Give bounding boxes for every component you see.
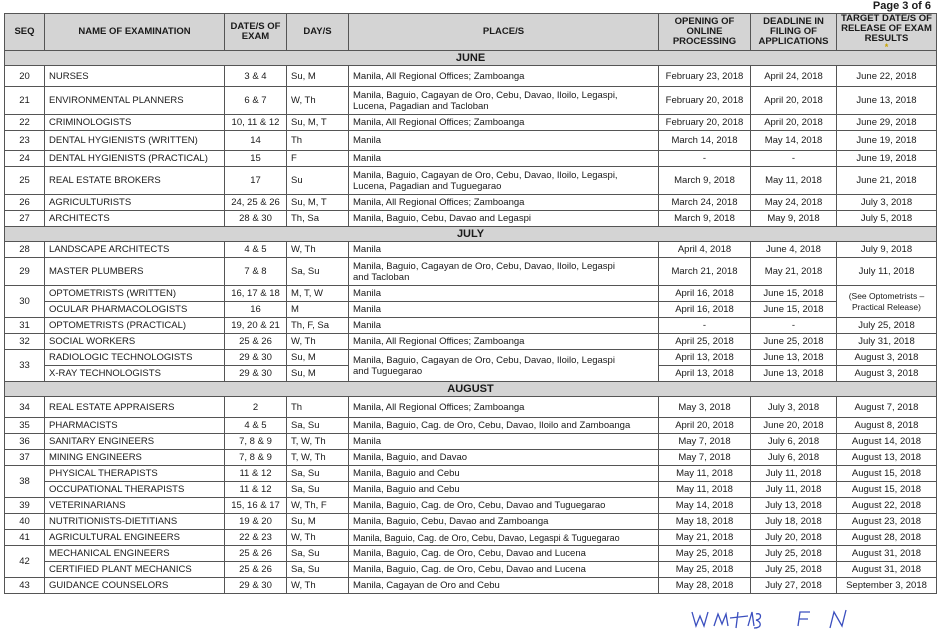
exam-name-cell: DENTAL HYGIENISTS (WRITTEN)	[45, 131, 225, 151]
deadline-cell: July 27, 2018	[751, 578, 837, 594]
table-row	[5, 151, 937, 167]
target-release-cell: July 3, 2018	[837, 195, 937, 211]
places-cell: Manila	[349, 242, 659, 258]
seq-cell: 38	[5, 466, 45, 498]
target-release-cell: August 15, 2018	[837, 466, 937, 482]
table-row	[5, 334, 937, 350]
exam-dates-cell: 4 & 5	[225, 418, 287, 434]
places-line: Manila, Baguio, Cagayan de Oro, Cebu, Davao, Iloilo, Legaspi	[353, 260, 615, 272]
deadline-cell: April 20, 2018	[751, 115, 837, 131]
deadline-cell: July 11, 2018	[751, 466, 837, 482]
places-cell	[349, 350, 659, 382]
exam-dates-cell: 22 & 23	[225, 530, 287, 546]
deadline-cell: April 20, 2018	[751, 87, 837, 115]
exam-dates-cell: 7, 8 & 9	[225, 450, 287, 466]
opening-date-cell: March 21, 2018	[659, 258, 751, 286]
table-row	[5, 498, 937, 514]
exam-days-cell: Sa, Su	[287, 466, 349, 482]
seq-cell: 36	[5, 434, 45, 450]
exam-days-cell: Sa, Su	[287, 482, 349, 498]
exam-name-cell: CERTIFIED PLANT MECHANICS	[45, 562, 225, 578]
target-release-cell: August 22, 2018	[837, 498, 937, 514]
exam-name-cell: DENTAL HYGIENISTS (PRACTICAL)	[45, 151, 225, 167]
places-cell: Manila, Baguio, Cag. de Oro, Cebu, Davao, Legaspi & Tuguegarao	[349, 530, 659, 546]
month-row-august	[5, 382, 937, 397]
places-cell: Manila, Cagayan de Oro and Cebu	[349, 578, 659, 594]
opening-date-cell: May 11, 2018	[659, 482, 751, 498]
target-release-cell: August 3, 2018	[837, 366, 937, 382]
target-release-cell: June 19, 2018	[837, 151, 937, 167]
table-row	[5, 466, 937, 482]
exam-dates-cell: 25 & 26	[225, 546, 287, 562]
seq-cell: 34	[5, 397, 45, 418]
places-cell: Manila, Baguio, Cag. de Oro, Cebu, Davao, Iloilo and Zamboanga	[349, 418, 659, 434]
header-target: TARGET DATE/S OF RELEASE OF EXAM RESULTS *	[837, 14, 937, 51]
places-cell	[349, 258, 659, 286]
exam-days-cell: T, W, Th	[287, 434, 349, 450]
opening-date-cell: March 14, 2018	[659, 131, 751, 151]
exam-name-cell: NUTRITIONISTS-DIETITIANS	[45, 514, 225, 530]
exam-name-cell: NURSES	[45, 66, 225, 87]
deadline-cell: June 13, 2018	[751, 350, 837, 366]
table-row	[5, 530, 937, 546]
table-row	[5, 195, 937, 211]
deadline-cell: July 20, 2018	[751, 530, 837, 546]
exam-days-cell: Su, M	[287, 66, 349, 87]
exam-dates-cell: 19, 20 & 21	[225, 318, 287, 334]
table-row	[5, 514, 937, 530]
opening-date-cell: -	[659, 151, 751, 167]
exam-name-cell: RADIOLOGIC TECHNOLOGISTS	[45, 350, 225, 366]
places-cell: Manila, Baguio, Cag. de Oro, Cebu, Davao and Lucena	[349, 546, 659, 562]
seq-cell: 42	[5, 546, 45, 578]
opening-date-cell: May 7, 2018	[659, 434, 751, 450]
opening-date-cell: April 13, 2018	[659, 366, 751, 382]
table-row	[5, 258, 937, 286]
deadline-cell: June 25, 2018	[751, 334, 837, 350]
exam-dates-cell: 11 & 12	[225, 482, 287, 498]
exam-name-cell: AGRICULTURISTS	[45, 195, 225, 211]
exam-dates-cell: 10, 11 & 12	[225, 115, 287, 131]
seq-cell: 28	[5, 242, 45, 258]
exam-name-cell: AGRICULTURAL ENGINEERS	[45, 530, 225, 546]
table-row	[5, 286, 937, 302]
exam-name-cell: SANITARY ENGINEERS	[45, 434, 225, 450]
target-release-cell: August 13, 2018	[837, 450, 937, 466]
target-release-cell: July 11, 2018	[837, 258, 937, 286]
places-line: Manila, Baguio, Cagayan de Oro, Cebu, Davao, Iloilo, Legaspi,	[353, 89, 618, 101]
handwritten-initials-signature	[690, 608, 870, 630]
table-row	[5, 450, 937, 466]
opening-date-cell: March 9, 2018	[659, 211, 751, 227]
opening-date-cell: May 3, 2018	[659, 397, 751, 418]
seq-cell: 31	[5, 318, 45, 334]
places-cell: Manila, All Regional Offices; Zamboanga	[349, 195, 659, 211]
opening-date-cell: April 16, 2018	[659, 286, 751, 302]
table-row	[5, 302, 937, 318]
places-line: Lucena, Pagadian and Tuguegarao	[353, 180, 502, 192]
header-deadline: DEADLINE IN FILING OF APPLICATIONS	[751, 14, 837, 51]
header-name: NAME OF EXAMINATION	[45, 14, 225, 51]
opening-date-cell: February 20, 2018	[659, 115, 751, 131]
exam-name-cell: MECHANICAL ENGINEERS	[45, 546, 225, 562]
opening-date-cell: March 9, 2018	[659, 167, 751, 195]
exam-dates-cell: 29 & 30	[225, 578, 287, 594]
exam-days-cell: F	[287, 151, 349, 167]
exam-days-cell: M, T, W	[287, 286, 349, 302]
exam-dates-cell: 24, 25 & 26	[225, 195, 287, 211]
exam-days-cell: Su, M, T	[287, 115, 349, 131]
exam-days-cell: W, Th	[287, 242, 349, 258]
deadline-cell: June 4, 2018	[751, 242, 837, 258]
exam-name-cell: MINING ENGINEERS	[45, 450, 225, 466]
exam-days-cell: Sa, Su	[287, 258, 349, 286]
exam-days-cell: Su, M	[287, 350, 349, 366]
exam-dates-cell: 7, 8 & 9	[225, 434, 287, 450]
exam-dates-cell: 29 & 30	[225, 366, 287, 382]
exam-dates-cell: 11 & 12	[225, 466, 287, 482]
deadline-cell: June 20, 2018	[751, 418, 837, 434]
header-row	[5, 14, 937, 51]
exam-days-cell: W, Th, F	[287, 498, 349, 514]
target-line: (See Optometrists –	[848, 290, 925, 301]
exam-days-cell: Sa, Su	[287, 562, 349, 578]
exam-name-cell: VETERINARIANS	[45, 498, 225, 514]
table-row	[5, 482, 937, 498]
places-cell: Manila	[349, 151, 659, 167]
deadline-cell: June 13, 2018	[751, 366, 837, 382]
deadline-cell: July 25, 2018	[751, 546, 837, 562]
table-row	[5, 66, 937, 87]
exam-dates-cell: 2	[225, 397, 287, 418]
target-release-cell: June 22, 2018	[837, 66, 937, 87]
seq-cell: 21	[5, 87, 45, 115]
target-release-cell: July 5, 2018	[837, 211, 937, 227]
header-seq: SEQ	[5, 14, 45, 51]
exam-name-cell: OCULAR PHARMACOLOGISTS	[45, 302, 225, 318]
seq-cell: 41	[5, 530, 45, 546]
exam-name-cell: PHARMACISTS	[45, 418, 225, 434]
exam-dates-cell: 17	[225, 167, 287, 195]
places-cell: Manila, All Regional Offices; Zamboanga	[349, 397, 659, 418]
opening-date-cell: April 20, 2018	[659, 418, 751, 434]
exam-days-cell: Sa, Su	[287, 546, 349, 562]
exam-name-cell: LANDSCAPE ARCHITECTS	[45, 242, 225, 258]
exam-days-cell: W, Th	[287, 87, 349, 115]
target-release-cell: August 31, 2018	[837, 562, 937, 578]
opening-date-cell: May 25, 2018	[659, 546, 751, 562]
places-cell: Manila, All Regional Offices; Zamboanga	[349, 334, 659, 350]
deadline-cell: May 9, 2018	[751, 211, 837, 227]
table-row	[5, 115, 937, 131]
seq-cell: 35	[5, 418, 45, 434]
exam-name-cell: CRIMINOLOGISTS	[45, 115, 225, 131]
asterisk-mark: *	[884, 42, 889, 51]
exam-name-cell: ENVIRONMENTAL PLANNERS	[45, 87, 225, 115]
opening-date-cell: May 11, 2018	[659, 466, 751, 482]
target-release-cell: July 9, 2018	[837, 242, 937, 258]
exam-days-cell: Su, M	[287, 366, 349, 382]
deadline-cell: July 6, 2018	[751, 434, 837, 450]
places-line: Manila, Baguio, Cagayan de Oro, Cebu, Davao, Iloilo, Legaspi	[353, 354, 615, 366]
exam-dates-cell: 29 & 30	[225, 350, 287, 366]
deadline-cell: April 24, 2018	[751, 66, 837, 87]
opening-date-cell: May 28, 2018	[659, 578, 751, 594]
seq-cell: 37	[5, 450, 45, 466]
opening-date-cell: February 23, 2018	[659, 66, 751, 87]
exam-days-cell: Su	[287, 167, 349, 195]
places-cell: Manila, Baguio, Cebu, Davao and Zamboanga	[349, 514, 659, 530]
places-cell: Manila	[349, 302, 659, 318]
seq-cell: 43	[5, 578, 45, 594]
month-row-july	[5, 227, 937, 242]
exam-dates-cell: 3 & 4	[225, 66, 287, 87]
places-line: Lucena, Pagadian and Tacloban	[353, 100, 489, 112]
exam-name-cell: ARCHITECTS	[45, 211, 225, 227]
places-cell: Manila, All Regional Offices; Zamboanga	[349, 115, 659, 131]
seq-cell: 25	[5, 167, 45, 195]
opening-date-cell: May 25, 2018	[659, 562, 751, 578]
seq-cell: 22	[5, 115, 45, 131]
target-release-cell: August 23, 2018	[837, 514, 937, 530]
opening-date-cell: May 18, 2018	[659, 514, 751, 530]
exam-dates-cell: 14	[225, 131, 287, 151]
places-line: Manila, Baguio, Cagayan de Oro, Cebu, Davao, Iloilo, Legaspi,	[353, 169, 618, 181]
places-cell: Manila	[349, 131, 659, 151]
target-release-cell: June 13, 2018	[837, 87, 937, 115]
deadline-cell: -	[751, 318, 837, 334]
places-cell: Manila, Baguio, Cag. de Oro, Cebu, Davao and Tuguegarao	[349, 498, 659, 514]
table-row	[5, 546, 937, 562]
exam-dates-cell: 28 & 30	[225, 211, 287, 227]
places-cell: Manila	[349, 286, 659, 302]
exam-name-cell: REAL ESTATE BROKERS	[45, 167, 225, 195]
exam-dates-cell: 25 & 26	[225, 334, 287, 350]
deadline-cell: July 6, 2018	[751, 450, 837, 466]
target-release-cell: June 21, 2018	[837, 167, 937, 195]
seq-cell: 33	[5, 350, 45, 382]
opening-date-cell: May 14, 2018	[659, 498, 751, 514]
places-cell: Manila, Baguio, Cag. de Oro, Cebu, Davao and Lucena	[349, 562, 659, 578]
deadline-cell: May 11, 2018	[751, 167, 837, 195]
exam-dates-cell: 4 & 5	[225, 242, 287, 258]
table-row	[5, 242, 937, 258]
table-row	[5, 167, 937, 195]
seq-cell: 39	[5, 498, 45, 514]
seq-cell: 32	[5, 334, 45, 350]
places-cell: Manila	[349, 434, 659, 450]
opening-date-cell: April 16, 2018	[659, 302, 751, 318]
table-row	[5, 434, 937, 450]
deadline-cell: June 15, 2018	[751, 302, 837, 318]
exam-dates-cell: 6 & 7	[225, 87, 287, 115]
target-release-cell: August 3, 2018	[837, 350, 937, 366]
exam-name-cell: OCCUPATIONAL THERAPISTS	[45, 482, 225, 498]
exam-dates-cell: 15, 16 & 17	[225, 498, 287, 514]
month-label: AUGUST	[5, 382, 937, 397]
seq-cell: 23	[5, 131, 45, 151]
opening-date-cell: February 20, 2018	[659, 87, 751, 115]
table-row	[5, 578, 937, 594]
month-label: JUNE	[5, 51, 937, 66]
exam-days-cell: Th, F, Sa	[287, 318, 349, 334]
table-row	[5, 211, 937, 227]
target-release-cell: July 25, 2018	[837, 318, 937, 334]
exam-dates-cell: 16	[225, 302, 287, 318]
deadline-cell: July 13, 2018	[751, 498, 837, 514]
exam-days-cell: Th	[287, 131, 349, 151]
deadline-cell: July 25, 2018	[751, 562, 837, 578]
exam-name-cell: OPTOMETRISTS (WRITTEN)	[45, 286, 225, 302]
exam-days-cell: T, W, Th	[287, 450, 349, 466]
opening-date-cell: May 21, 2018	[659, 530, 751, 546]
target-release-cell: August 14, 2018	[837, 434, 937, 450]
places-cell: Manila, Baguio and Cebu	[349, 466, 659, 482]
target-release-cell: June 19, 2018	[837, 131, 937, 151]
exam-days-cell: Sa, Su	[287, 418, 349, 434]
target-release-cell	[837, 286, 937, 318]
deadline-cell: -	[751, 151, 837, 167]
exam-days-cell: Th, Sa	[287, 211, 349, 227]
exam-dates-cell: 15	[225, 151, 287, 167]
exam-dates-cell: 25 & 26	[225, 562, 287, 578]
examination-schedule-table	[4, 13, 937, 594]
deadline-cell: May 21, 2018	[751, 258, 837, 286]
header-dates: DATE/S OF EXAM	[225, 14, 287, 51]
exam-days-cell: Su, M	[287, 514, 349, 530]
places-cell: Manila	[349, 318, 659, 334]
seq-cell: 24	[5, 151, 45, 167]
opening-date-cell: May 7, 2018	[659, 450, 751, 466]
seq-cell: 40	[5, 514, 45, 530]
table-row	[5, 562, 937, 578]
places-line: and Tuguegarao	[353, 365, 423, 377]
exam-name-cell: PHYSICAL THERAPISTS	[45, 466, 225, 482]
header-opening: OPENING OF ONLINE PROCESSING	[659, 14, 751, 51]
seq-cell: 20	[5, 66, 45, 87]
exam-dates-cell: 19 & 20	[225, 514, 287, 530]
opening-date-cell: -	[659, 318, 751, 334]
table-row	[5, 318, 937, 334]
places-cell: Manila, All Regional Offices; Zamboanga	[349, 66, 659, 87]
seq-cell: 26	[5, 195, 45, 211]
table-row	[5, 397, 937, 418]
deadline-cell: June 15, 2018	[751, 286, 837, 302]
deadline-cell: July 3, 2018	[751, 397, 837, 418]
month-row-june	[5, 51, 937, 66]
target-release-cell: August 28, 2018	[837, 530, 937, 546]
exam-name-cell: MASTER PLUMBERS	[45, 258, 225, 286]
target-release-cell: August 7, 2018	[837, 397, 937, 418]
seq-cell: 30	[5, 286, 45, 318]
exam-days-cell: Th	[287, 397, 349, 418]
opening-date-cell: March 24, 2018	[659, 195, 751, 211]
exam-name-cell: X-RAY TECHNOLOGISTS	[45, 366, 225, 382]
places-cell	[349, 167, 659, 195]
table-row	[5, 131, 937, 151]
exam-name-cell: SOCIAL WORKERS	[45, 334, 225, 350]
month-label: JULY	[5, 227, 937, 242]
table-row	[5, 418, 937, 434]
seq-cell: 29	[5, 258, 45, 286]
table-row	[5, 350, 937, 366]
table-row	[5, 87, 937, 115]
places-cell: Manila, Baguio and Cebu	[349, 482, 659, 498]
opening-date-cell: April 13, 2018	[659, 350, 751, 366]
deadline-cell: May 24, 2018	[751, 195, 837, 211]
target-release-cell: August 31, 2018	[837, 546, 937, 562]
exam-dates-cell: 7 & 8	[225, 258, 287, 286]
page-number: Page 3 of 6	[872, 0, 931, 12]
exam-dates-cell: 16, 17 & 18	[225, 286, 287, 302]
opening-date-cell: April 25, 2018	[659, 334, 751, 350]
deadline-cell: May 14, 2018	[751, 131, 837, 151]
deadline-cell: July 11, 2018	[751, 482, 837, 498]
exam-name-cell: OPTOMETRISTS (PRACTICAL)	[45, 318, 225, 334]
places-line: and Tacloban	[353, 271, 410, 283]
exam-days-cell: W, Th	[287, 578, 349, 594]
places-cell	[349, 87, 659, 115]
exam-days-cell: M	[287, 302, 349, 318]
exam-name-cell: GUIDANCE COUNSELORS	[45, 578, 225, 594]
exam-name-cell: REAL ESTATE APPRAISERS	[45, 397, 225, 418]
header-days: DAY/S	[287, 14, 349, 51]
exam-days-cell: W, Th	[287, 334, 349, 350]
target-release-cell: September 3, 2018	[837, 578, 937, 594]
target-release-cell: August 15, 2018	[837, 482, 937, 498]
opening-date-cell: April 4, 2018	[659, 242, 751, 258]
seq-cell: 27	[5, 211, 45, 227]
deadline-cell: July 18, 2018	[751, 514, 837, 530]
places-cell: Manila, Baguio, and Davao	[349, 450, 659, 466]
target-release-cell: June 29, 2018	[837, 115, 937, 131]
header-places: PLACE/S	[349, 14, 659, 51]
places-cell: Manila, Baguio, Cebu, Davao and Legaspi	[349, 211, 659, 227]
exam-days-cell: Su, M, T	[287, 195, 349, 211]
exam-days-cell: W, Th	[287, 530, 349, 546]
target-line: Practical Release)	[852, 301, 921, 312]
target-release-cell: August 8, 2018	[837, 418, 937, 434]
target-release-cell: July 31, 2018	[837, 334, 937, 350]
